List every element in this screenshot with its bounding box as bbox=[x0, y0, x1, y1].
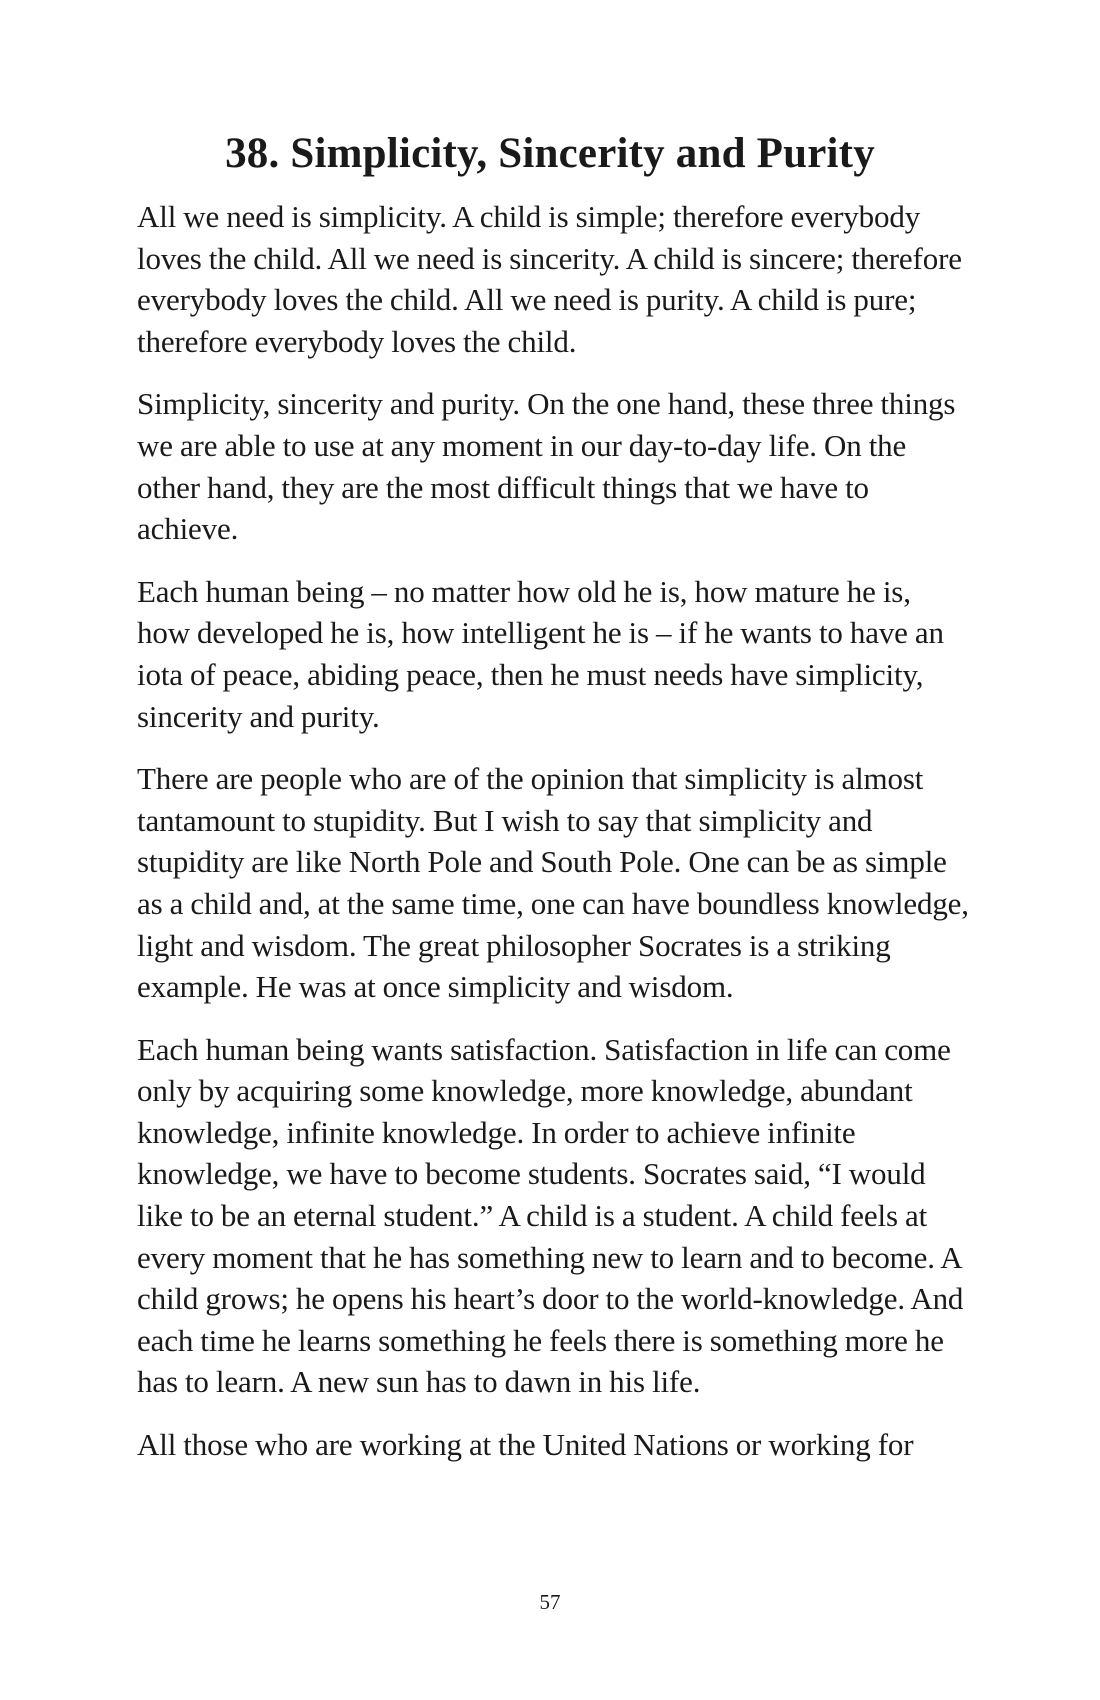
paragraph: All those who are working at the United Nations or working for bbox=[137, 1427, 914, 1463]
paragraph: Each human being – no matter how old he is, how mature he is, how developed he is, how intelligent he is – if he wants to have an iota of peace, abiding peace, then he must needs have simplicity, sincerity and purity. bbox=[137, 573, 944, 734]
body-text bbox=[137, 196, 970, 1487]
paragraph: All we need is simplicity. A child is simple; therefore everybody loves the child. All we need is sincerity. A child is sincere; therefore everybody loves the child. All we need is purity. A child is pure; therefore everybody loves the child. bbox=[137, 199, 962, 359]
chapter-title: 38. Simplicity, Sincerity and Purity bbox=[225, 130, 875, 177]
paragraph: Simplicity, sincerity and purity. On the one hand, these three things we are able to use at any moment in our day-to-day life. On the other hand, they are the most difficult things that we have to achieve. bbox=[137, 386, 956, 547]
page-number: 57 bbox=[539, 1590, 561, 1614]
paragraph: There are people who are of the opinion that simplicity is almost tantamount to stupidity. But I wish to say that simplicity and stupidity are like North Pole and South Pole. One can be as simple as a child and, at the same time, one can have boundless knowledge, light and wisdom. The great philosopher Socrates is a striking example. He was at once simplicity and wisdom. bbox=[137, 761, 969, 1005]
paragraph: Each human being wants satisfaction. Satisfaction in life can come only by acquiring some knowledge, more knowledge, abundant knowledge, infinite knowledge. In order to achieve infinite knowledge, we have to become students. Socrates said, “I would like to be an eternal student.” A child is a student. A child feels at every moment that he has something new to learn and to become. A child grows; he opens his heart’s door to the world-knowledge. And each time he learns something he feels there is something more he has to learn. A new sun has to dawn in his life. bbox=[137, 1031, 964, 1400]
